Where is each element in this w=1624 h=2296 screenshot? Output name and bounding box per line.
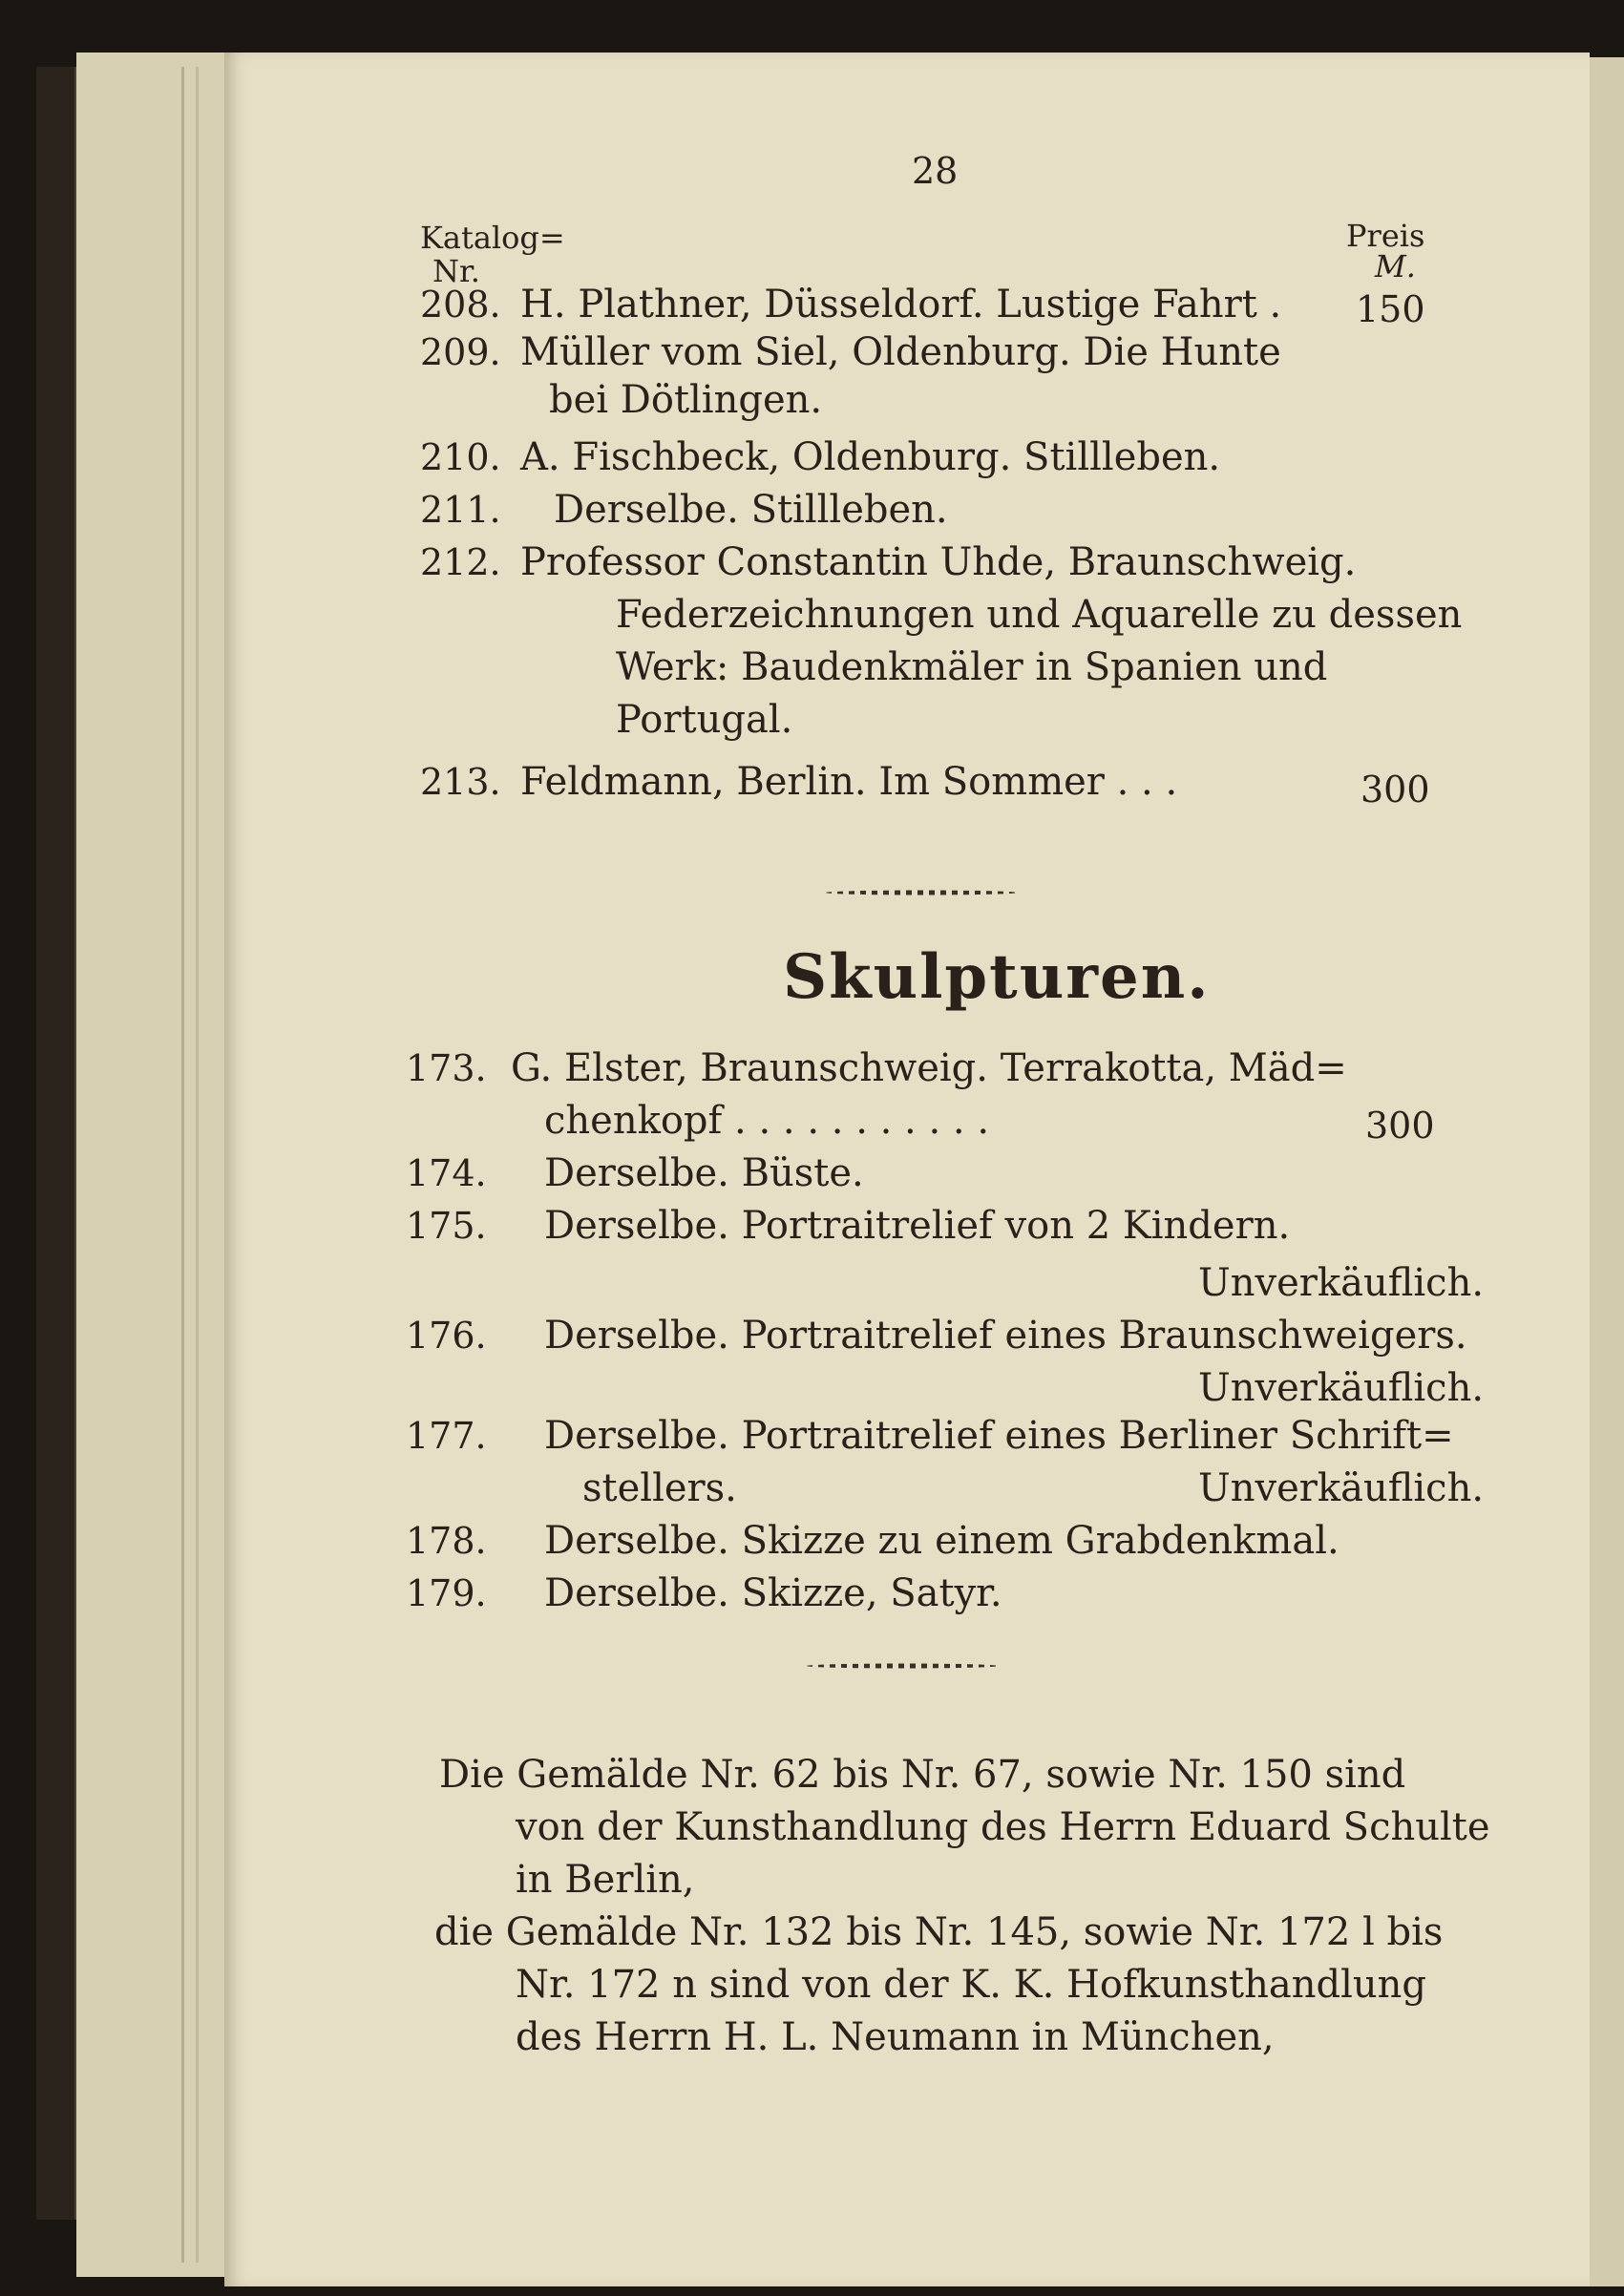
entry-price: 300 [1360,769,1430,811]
section-divider [807,1664,998,1669]
entry-text: Derselbe. Skizze, Satyr. [544,1571,1002,1615]
entry-text: Derselbe. Stillleben. [554,488,948,532]
entry-text: G. Elster, Braunschweig. Terrakotta, Mäd= [511,1046,1347,1090]
entry-number: 175. [406,1205,487,1247]
entry-text: H. Plathner, Düsseldorf. Lustige Fahrt . [520,283,1282,326]
entry-text-continued: stellers. [582,1466,737,1510]
entry-text: Derselbe. Skizze zu einem Grabdenkmal. [544,1519,1339,1563]
note-line: Die Gemälde Nr. 62 bis Nr. 67, sowie Nr. 150 sind [439,1753,1406,1797]
page-number: 28 [912,150,959,192]
entry-status: Unverkäuflich. [1198,1366,1485,1410]
section-divider [826,891,1017,895]
entry-text: Feldmann, Berlin. Im Sommer . . . [520,760,1178,804]
section-heading: Skulpturen. [783,941,1211,1013]
note-line: in Berlin, [516,1858,695,1902]
entry-number: 213. [420,761,501,803]
entry-text-continued: Federzeichnungen und Aquarelle zu dessen [616,593,1463,637]
entry-number: 178. [406,1520,487,1562]
right-page-edge [1585,57,1624,2286]
note-line: Nr. 172 n sind von der K. K. Hofkunsthandlung [516,1963,1427,2007]
entry-text: Derselbe. Portraitrelief von 2 Kindern. [544,1204,1291,1248]
entry-status: Unverkäuflich. [1198,1466,1485,1510]
entry-text: Derselbe. Portraitrelief eines Berliner Schrift= [544,1414,1454,1458]
entry-text: Derselbe. Büste. [544,1151,864,1195]
page-edge [181,67,184,2263]
entry-number: 173. [406,1047,487,1089]
entry-number: 176. [406,1315,487,1357]
entry-number: 177. [406,1415,487,1457]
entry-status: Unverkäuflich. [1198,1261,1485,1305]
book-spine [36,67,76,2220]
entry-number: 211. [420,489,501,531]
entry-number: 209. [420,331,501,373]
entry-text: Professor Constantin Uhde, Braunschweig. [520,540,1357,584]
currency-label: M. [1375,248,1416,284]
entry-number: 208. [420,284,501,326]
note-line: des Herrn H. L. Neumann in München, [516,2015,1275,2059]
entry-text: A. Fischbeck, Oldenburg. Stillleben. [520,435,1221,479]
entry-text-continued: chenkopf . . . . . . . . . . . [544,1099,990,1143]
catalog-number-label-2: Nr. [432,253,480,289]
entry-number: 212. [420,541,501,583]
price-label: Preis [1346,218,1425,254]
entry-text: Müller vom Siel, Oldenburg. Die Hunte [520,330,1281,374]
page-edge [196,67,199,2263]
entry-text: Derselbe. Portraitrelief eines Braunschweigers. [544,1314,1467,1358]
catalog-number-label: Katalog= [420,220,565,256]
note-line: von der Kunsthandlung des Herrn Eduard Schulte [516,1805,1490,1849]
entry-number: 179. [406,1572,487,1614]
entry-text-continued: Portugal. [616,698,793,742]
entry-price: 150 [1356,288,1425,330]
entry-price: 300 [1365,1105,1435,1147]
entry-number: 210. [420,436,501,478]
entry-text-continued: bei Dötlingen. [549,378,823,422]
catalog-page [224,53,1590,2286]
entry-number: 174. [406,1152,487,1194]
entry-text-continued: Werk: Baudenkmäler in Spanien und [616,645,1328,689]
note-line: die Gemälde Nr. 132 bis Nr. 145, sowie Nr. 172 l bis [434,1910,1444,1954]
